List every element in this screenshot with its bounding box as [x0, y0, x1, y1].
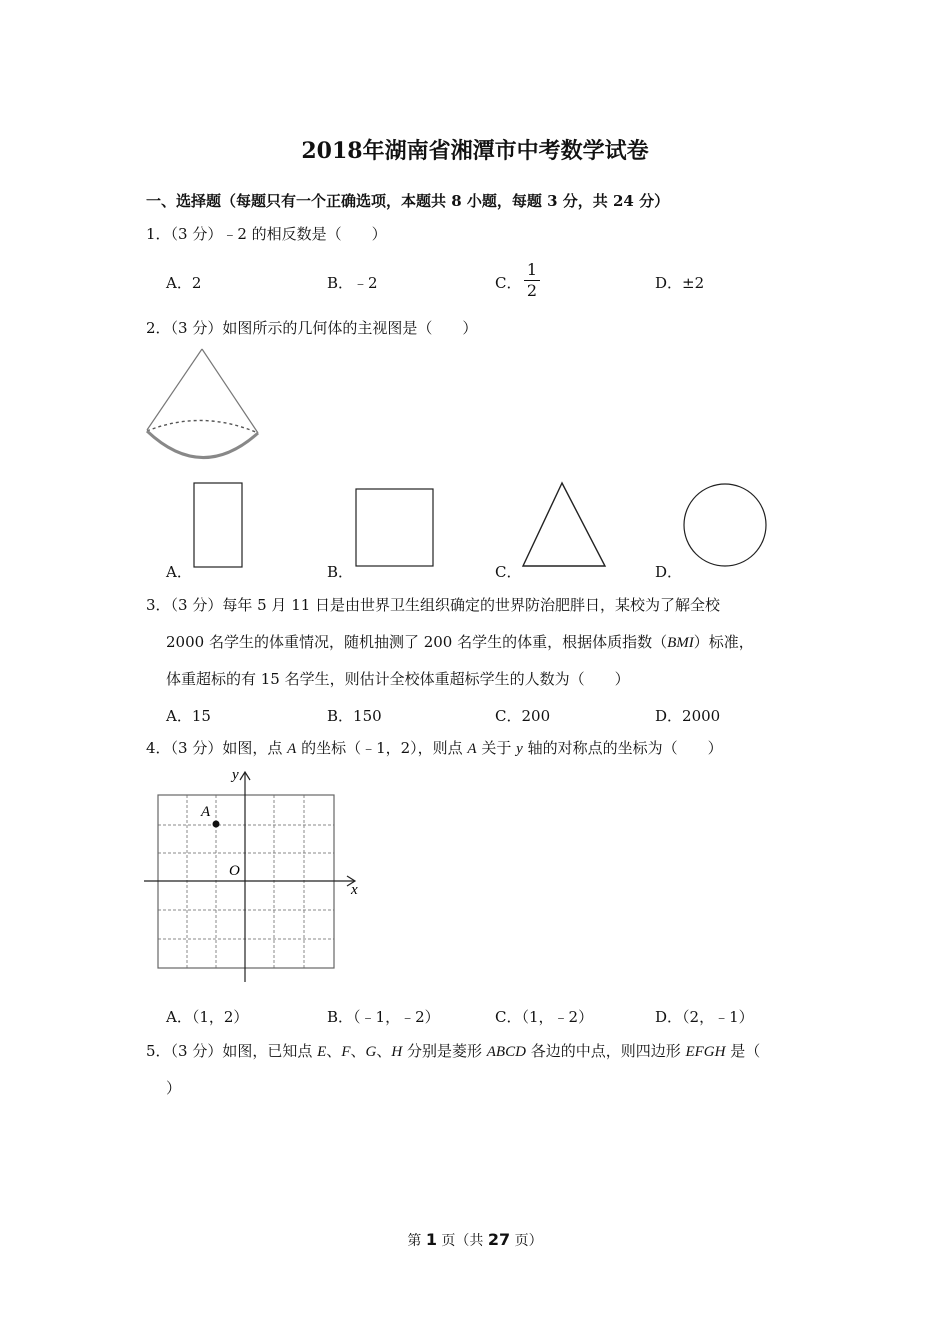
- question-3-option-b: B．150: [327, 707, 382, 725]
- y-axis-label: y: [232, 767, 239, 783]
- question-5-line-2: ）: [166, 1079, 182, 1097]
- option-b-square: [355, 488, 435, 568]
- question-4-option-a: A．（1，2）: [166, 1008, 249, 1026]
- question-3-option-d: D．2000: [655, 707, 721, 725]
- separator-2: 、: [350, 1042, 366, 1060]
- bmi-term: BMI: [667, 635, 694, 651]
- coordinate-grid-figure: [140, 760, 370, 1000]
- question-1-option-c-fraction: [524, 261, 540, 300]
- x-axis-label: x: [351, 882, 358, 898]
- question-4-stem: [146, 738, 723, 759]
- y-axis-var: y: [516, 741, 523, 757]
- question-3-line-2: [166, 632, 754, 653]
- option-a-rectangle: [193, 482, 243, 568]
- option-c-triangle: [521, 481, 607, 569]
- page-title: 2018年湖南省湘潭市中考数学试卷: [301, 138, 649, 164]
- question-1-option-b: B．﹣2: [327, 274, 378, 292]
- question-4-option-b: B．（﹣1，﹣2）: [327, 1008, 440, 1026]
- point-e: E: [317, 1044, 327, 1060]
- question-3-line-3: 体重超标的有 15 名学生，则估计全校体重超标学生的人数为（ ）: [166, 670, 630, 688]
- footer-post: 页）: [510, 1233, 543, 1249]
- question-4-option-d: D．（2，﹣1）: [655, 1008, 754, 1026]
- question-3-line-1: 3．（3 分）每年 5 月 11 日是由世界卫生组织确定的世界防治肥胖日，某校为了解全校: [146, 596, 721, 614]
- question-5-text-4: 是（: [725, 1042, 761, 1060]
- fraction-denominator: 2: [526, 281, 538, 300]
- question-4-text-1: 4．（3 分）如图，点: [146, 739, 288, 757]
- separator-1: 、: [326, 1042, 342, 1060]
- question-1-option-c-label: C．: [495, 274, 522, 292]
- point-h: H: [391, 1044, 403, 1060]
- quad-efgh: EFGH: [685, 1044, 726, 1060]
- question-2-option-a: A．: [166, 563, 192, 581]
- question-1-option-a: A．2: [166, 274, 202, 292]
- question-2-option-b: B．: [327, 563, 354, 581]
- point-a-label: A: [201, 804, 211, 820]
- question-5-text-3: 各边的中点，则四边形: [525, 1042, 686, 1060]
- question-2-option-d: D．: [655, 563, 683, 581]
- question-4-option-c: C．（1，﹣2）: [495, 1008, 594, 1026]
- question-4-text-2: 的坐标（﹣1，2），则点: [296, 739, 468, 757]
- point-f: F: [341, 1044, 351, 1060]
- question-5-text-1: 5．（3 分）如图，已知点: [146, 1042, 318, 1060]
- question-4-text-3: 关于: [476, 739, 517, 757]
- question-3-line-2-b: ）标准，: [693, 633, 754, 651]
- question-3-line-2-a: 2000 名学生的体重情况，随机抽测了 200 名学生的体重，根据体质指数（: [166, 633, 668, 651]
- footer-pre: 第: [407, 1233, 426, 1249]
- fraction-numerator: 1: [526, 260, 538, 279]
- page-footer: [0, 1230, 950, 1250]
- total-pages: 27: [487, 1230, 511, 1249]
- point-a-var: A: [287, 741, 297, 757]
- origin-label: O: [229, 863, 240, 879]
- question-3-option-c: C．200: [495, 707, 551, 725]
- question-1-option-d: D．±2: [655, 274, 705, 292]
- page-number: 1: [425, 1230, 437, 1249]
- question-2-option-c: C．: [495, 563, 522, 581]
- question-3-option-a: A．15: [166, 707, 211, 725]
- question-4-text-4: 轴的对称点的坐标为（ ）: [522, 739, 723, 757]
- section-heading: 一、选择题（每题只有一个正确选项，本题共 8 小题，每题 3 分，共 24 分）: [146, 192, 670, 210]
- question-5-text-2: 分别是菱形: [402, 1042, 487, 1060]
- question-1-stem: 1．（3 分）﹣2 的相反数是（ ）: [146, 225, 387, 243]
- rhombus-abcd: ABCD: [486, 1044, 526, 1060]
- point-g: G: [365, 1044, 377, 1060]
- separator-3: 、: [376, 1042, 392, 1060]
- question-5-stem: [146, 1041, 760, 1062]
- point-a-var-2: A: [467, 741, 477, 757]
- footer-mid: 页（共: [436, 1233, 488, 1249]
- question-2-stem: 2．（3 分）如图所示的几何体的主视图是（ ）: [146, 319, 478, 337]
- cone-figure: [140, 345, 270, 465]
- option-d-circle: [682, 482, 768, 568]
